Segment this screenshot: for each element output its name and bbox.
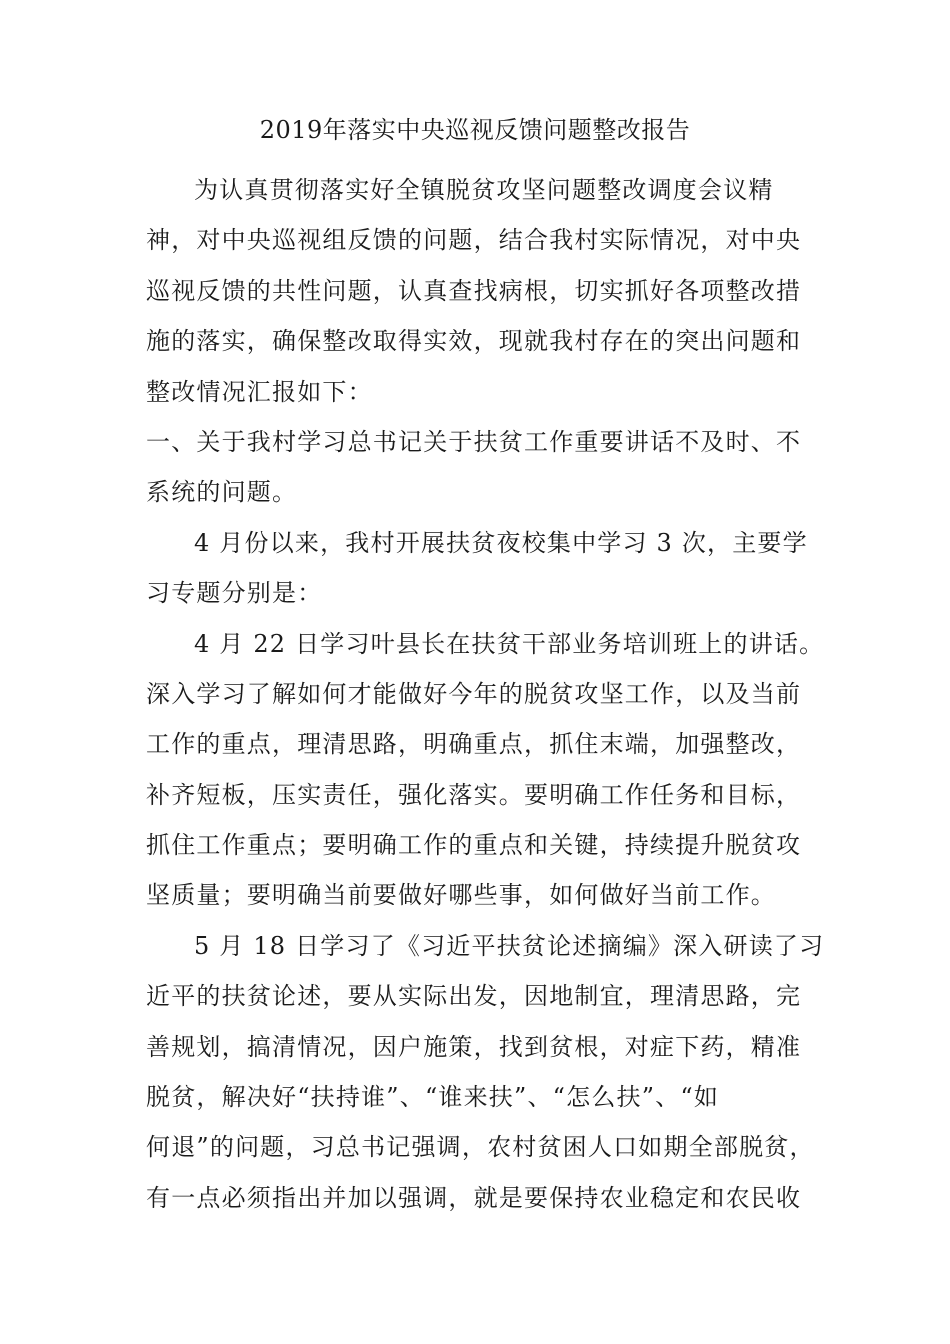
paragraph-line: 有一点必须指出并加以强调，就是要保持农业稳定和农民收 (146, 1183, 802, 1212)
paragraph-line: 善规划，搞清情况，因户施策，找到贫根，对症下药，精准 (146, 1032, 802, 1061)
paragraph-line: 4 月 22 日学习叶县长在扶贫干部业务培训班上的讲话。 (194, 629, 825, 658)
paragraph-line: 补齐短板，压实责任，强化落实。要明确工作任务和目标， (146, 780, 802, 809)
paragraph-line: 为认真贯彻落实好全镇脱贫攻坚问题整改调度会议精 (194, 176, 774, 204)
paragraph-line: 脱贫，解决好“扶持谁”、“谁来扶”、“怎么扶”、“如 (146, 1083, 720, 1112)
section-heading-line: 系统的问题。 (146, 478, 298, 507)
paragraph-line: 深入学习了解如何才能做好今年的脱贫攻坚工作，以及当前 (146, 679, 802, 708)
paragraph-line: 坚质量；要明确当前要做好哪些事，如何做好当前工作。 (146, 881, 776, 910)
paragraph-line: 神，对中央巡视组反馈的问题，结合我村实际情况，对中央 (146, 226, 802, 255)
paragraph-line: 巡视反馈的共性问题，认真查找病根，切实抓好各项整改措 (146, 276, 802, 305)
document-title: 2019年落实中央巡视反馈问题整改报告 (259, 116, 691, 144)
paragraph-line: 施的落实，确保整改取得实效，现就我村存在的突出问题和 (146, 327, 802, 356)
paragraph-line: 习专题分别是： (146, 579, 323, 608)
paragraph-line: 近平的扶贫论述，要从实际出发，因地制宜，理清思路，完 (146, 982, 802, 1011)
paragraph-line: 5 月 18 日学习了《习近平扶贫论述摘编》深入研读了习 (194, 931, 825, 960)
paragraph-line: 何退”的问题，习总书记强调，农村贫困人口如期全部脱贫， (146, 1133, 815, 1162)
paragraph-line: 整改情况汇报如下： (146, 377, 373, 406)
document-body (146, 165, 836, 1223)
paragraph-line: 4 月份以来，我村开展扶贫夜校集中学习 3 次，主要学 (194, 528, 808, 557)
paragraph-line: 工作的重点，理清思路，明确重点，抓住末端，加强整改， (146, 730, 802, 759)
paragraph-line: 抓住工作重点；要明确工作的重点和关键，持续提升脱贫攻 (146, 831, 802, 860)
section-heading-line: 一、关于我村学习总书记关于扶贫工作重要讲话不及时、不 (146, 427, 802, 456)
